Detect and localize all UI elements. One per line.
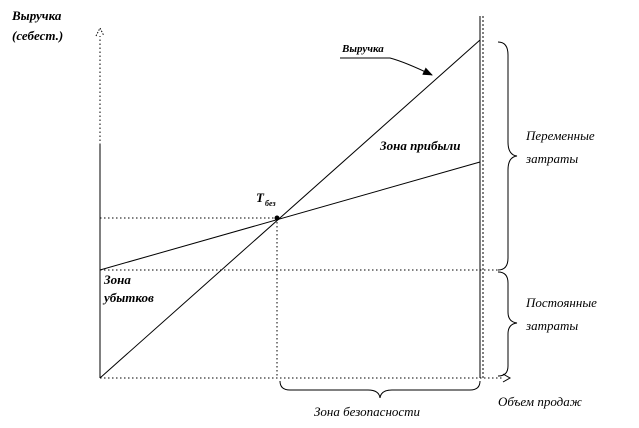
revenue-line xyxy=(100,40,480,378)
fixed-costs-bracket xyxy=(498,272,517,376)
breakeven-label-subscript: без xyxy=(265,199,276,208)
variable-costs-bracket xyxy=(498,42,517,270)
total-costs-line xyxy=(100,162,480,270)
breakeven-point xyxy=(275,216,280,221)
variable-costs-label-line2: затраты xyxy=(526,151,579,166)
safety-zone-label: Зона безопасности xyxy=(314,404,421,419)
revenue-line-label: Выручка xyxy=(342,43,384,55)
variable-costs-label-line1: Переменные xyxy=(526,128,595,143)
fixed-costs-label-line1: Постоянные xyxy=(526,295,597,310)
y-axis-label-line2: (себест.) xyxy=(12,28,64,43)
fixed-costs-label-line2: затраты xyxy=(526,318,579,333)
loss-zone-label-line1: Зона xyxy=(104,272,131,287)
y-axis-arrow-icon xyxy=(96,28,104,36)
breakeven-label: T xyxy=(256,190,264,205)
safety-zone-bracket xyxy=(280,381,480,398)
x-axis-label: Объем продаж xyxy=(498,394,582,409)
loss-zone-label-line2: убытков xyxy=(104,290,154,305)
y-axis-label-line1: Выручка xyxy=(12,8,62,23)
revenue-leader-arrow xyxy=(340,58,432,75)
profit-zone-label: Зона прибыли xyxy=(380,138,461,153)
